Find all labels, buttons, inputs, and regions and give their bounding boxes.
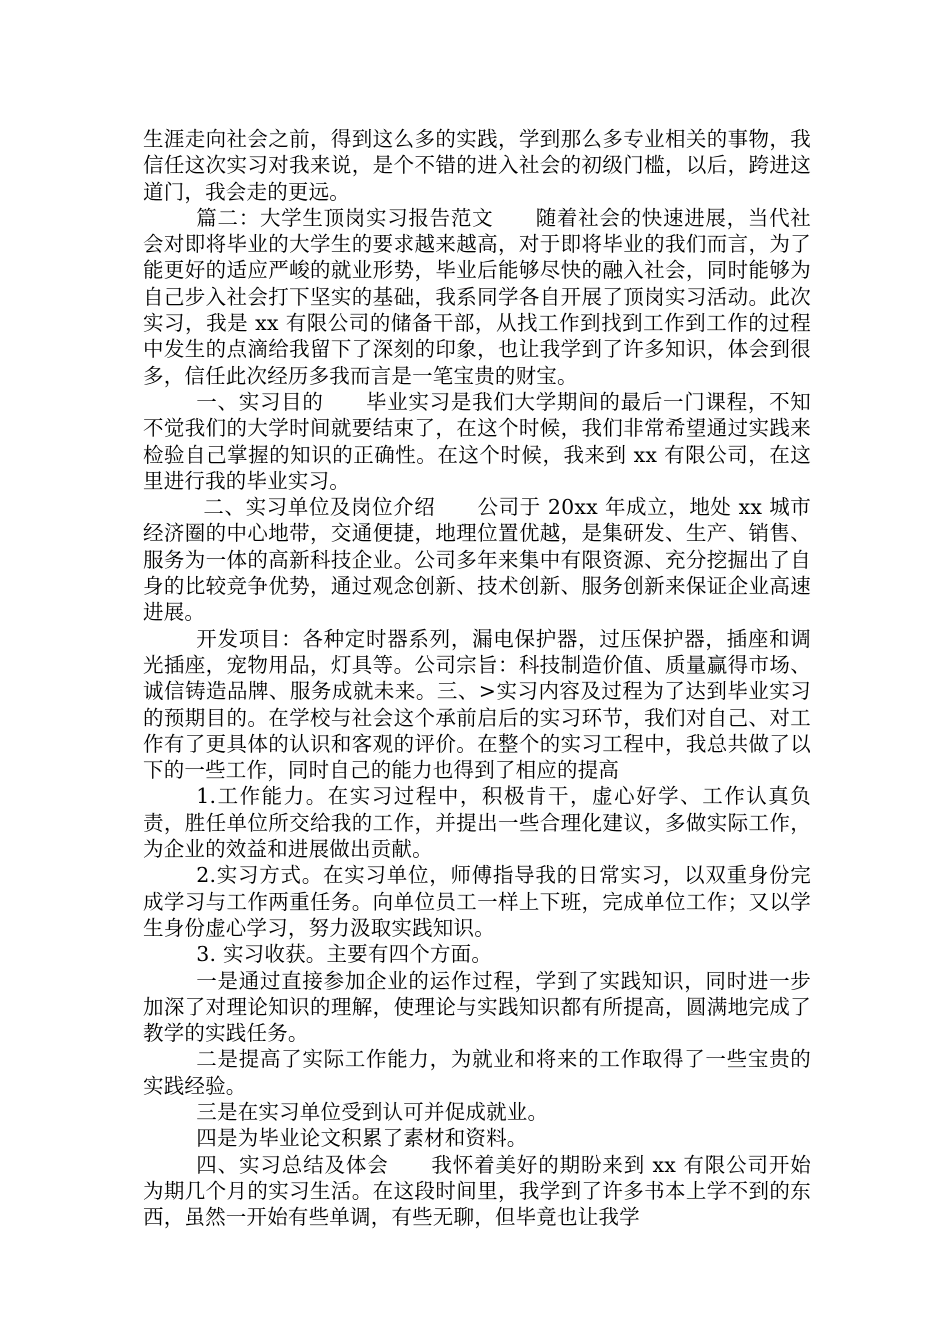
paragraph-gain-three: 三是在实习单位受到认可并促成就业。 [196, 1099, 549, 1124]
paragraph-section-purpose: 一、实习目的 毕业实习是我们大学期间的最后一门课程，不知不觉我们的大学时间就要结束了，在这个时候，我们非常希望通过实践来检验自己掌握的知识的正确性。在这个时候，我来到 xx 有限公司，在这里进行我的毕业实习。 [143, 389, 811, 493]
paragraph-item-gains: 3. 实习收获。主要有四个方面。 [196, 942, 493, 967]
paragraph-article-two-intro: 篇二：大学生顶岗实习报告范文 随着社会的快速进展，当代社会对即将毕业的大学生的要求越来越高，对于即将毕业的我们而言，为了能更好的适应严峻的就业形势，毕业后能够尽快的融入社会，同时能够为自己步入社会打下坚实的基础，我系同学各自开展了顶岗实习活动。此次实习，我是 xx 有限公司的储备干部，从找工作到找到工作到工作的过程中发生的点滴给我留下了深刻的印象，也让我学到了许多知识，体会到很多，信任此次经历多我而言是一笔宝贵的财宝。 [143, 205, 811, 388]
paragraph-section-company: 二、实习单位及岗位介绍 公司于 20xx 年成立，地处 xx 城市经济圈的中心地带，交通便捷，地理位置优越，是集研发、生产、销售、服务为一体的高新科技企业。公司多年来集中有限资源、充分挖掘出了自身的比较竞争优势，通过观念创新、技术创新、服务创新来保证企业高速进展。 [143, 495, 811, 625]
document-body [143, 126, 811, 1230]
paragraph-gain-four: 四是为毕业论文积累了素材和资料。 [196, 1126, 528, 1151]
paragraph-item-work-ability: 1.工作能力。在实习过程中，积极肯干，虚心好学、工作认真负责，胜任单位所交给我的工作，并提出一些合理化建议，多做实际工作，为企业的效益和进展做出贡献。 [143, 784, 811, 862]
paragraph-item-internship-mode: 2.实习方式。在实习单位，师傅指导我的日常实习，以双重身份完成学习与工作两重任务。向单位员工一样上下班，完成单位工作；又以学生身份虚心学习，努力汲取实践知识。 [143, 863, 811, 940]
paragraph-section-summary: 四、实习总结及体会 我怀着美好的期盼来到 xx 有限公司开始为期几个月的实习生活。在这段时间里，我学到了许多书本上学不到的东西，虽然一开始有些单调，有些无聊，但毕竟也让我学 [143, 1152, 811, 1230]
paragraph-gain-two: 二是提高了实际工作能力，为就业和将来的工作取得了一些宝贵的实践经验。 [143, 1047, 811, 1098]
paragraph-gain-one: 一是通过直接参加企业的运作过程，学到了实践知识，同时进一步加深了对理论知识的理解，使理论与实践知识都有所提高，圆满地完成了教学的实践任务。 [143, 968, 811, 1046]
paragraph-continuation: 生涯走向社会之前，得到这么多的实践，学到那么多专业相关的事物，我信任这次实习对我来说，是个不错的进入社会的初级门槛，以后，跨进这道门，我会走的更远。 [143, 127, 811, 204]
paragraph-projects: 开发项目：各种定时器系列，漏电保护器，过压保护器，插座和调光插座，宠物用品，灯具等。公司宗旨：科技制造价值、质量赢得市场、诚信铸造品牌、服务成就未来。三、>实习内容及过程为了达到毕业实习的预期目的。在学校与社会这个承前启后的实习环节，我们对自己、对工作有了更具体的认识和客观的评价。在整个的实习工程中，我总共做了以下的一些工作，同时自己的能力也得到了相应的提高 [143, 626, 811, 783]
